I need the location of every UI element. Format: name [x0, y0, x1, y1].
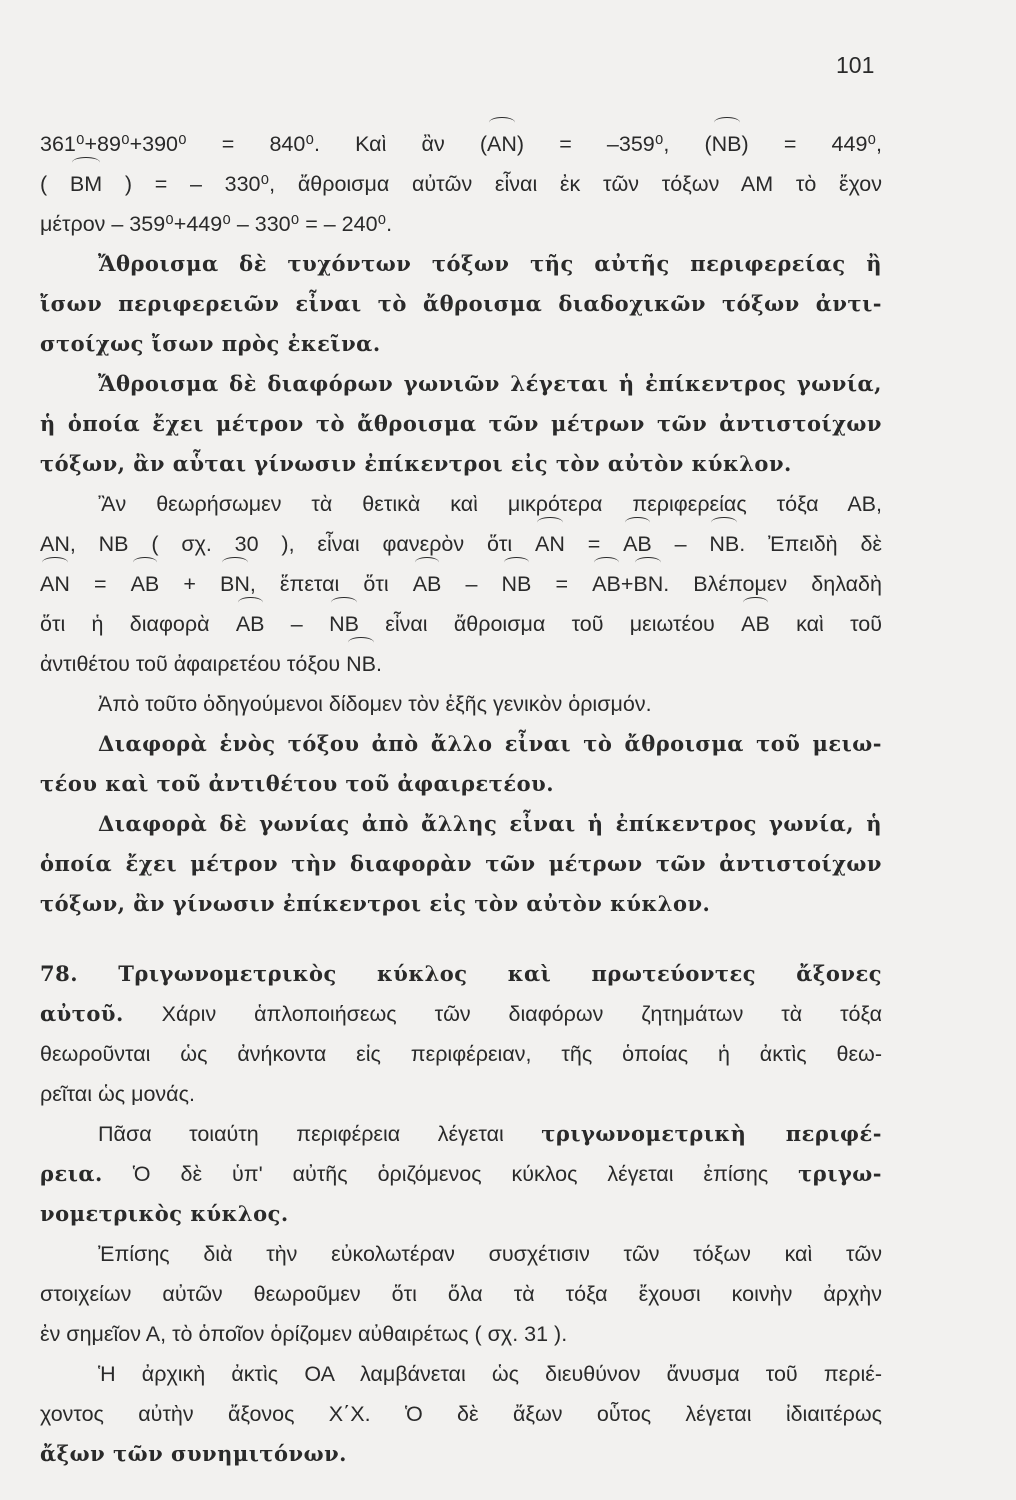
- text-segment: –: [264, 612, 330, 636]
- text-segment: Πᾶσα τοιαύτη περιφέρεια λέγεται: [98, 1122, 542, 1146]
- definition-line: Ἄθροισμα δὲ διαφόρων γωνιῶν λέγεται ἡ ἐπίκεντρος γωνία,: [98, 371, 882, 396]
- term-line: νομετρικὸς κύκλος.: [40, 1201, 289, 1226]
- text-line: Ἡ ἀρχικὴ ἀκτὶς ΟΑ λαμβάνεται ὡς διευθύνον ἄνυσμα τοῦ περιέ-: [98, 1362, 882, 1386]
- text-segment: ΑΝ, ΝΒ ( σχ. 30 ), εἶναι φανερὸν ὅτι: [40, 532, 536, 556]
- section-heading: [40, 954, 882, 994]
- section-title: 78. Τριγωνομετρικὸς κύκλος καὶ πρωτεύοντες ἄξονες: [40, 961, 882, 986]
- arc-notation: BM: [70, 164, 102, 204]
- arc-notation: AN: [487, 124, 517, 164]
- text-segment: =: [69, 572, 131, 596]
- text-line: [40, 164, 882, 204]
- definition-line: τέου καὶ τοῦ ἀντιθέτου τοῦ ἀφαιρετέου.: [40, 771, 555, 796]
- text-segment: ) = 449⁰,: [741, 132, 882, 156]
- text-segment: ) = – 330⁰, ἄθροισμα αὐτῶν εἶναι ἐκ τῶν τόξων ΑΜ τὸ ἔχον: [102, 172, 882, 196]
- text-line: [40, 604, 882, 644]
- text-line: χοντος αὐτὴν ἄξονος Χ΄Χ. Ὁ δὲ ἄξων οὗτος λέγεται ἰδιαιτέρως: [40, 1402, 882, 1426]
- definition-line: ἴσων περιφερειῶν εἶναι τὸ ἄθροισμα διαδοχικῶν τόξων ἀντι-: [40, 291, 882, 316]
- text-segment: . Ἐπειδὴ δὲ: [739, 532, 882, 556]
- term-bold: ρεια.: [40, 1161, 103, 1186]
- text-segment: =: [531, 572, 593, 596]
- text-segment: εἶναι ἄθροισμα τοῦ μειωτέου: [358, 612, 742, 636]
- page-text: [40, 124, 882, 1474]
- definition-line: στοίχως ἴσων πρὸς ἐκεῖνα.: [40, 331, 381, 356]
- text-segment: +: [620, 572, 634, 596]
- definition-line: ὁποία ἔχει μέτρον τὴν διαφορὰν τῶν μέτρων τῶν ἀντιστοίχων: [40, 851, 882, 876]
- text-line: ρεῖται ὡς μονάς.: [40, 1082, 195, 1106]
- term-line: ἄξων τῶν συνημιτόνων.: [40, 1441, 347, 1466]
- text-line: [40, 644, 882, 684]
- arc-notation: ΑΒ: [623, 524, 652, 564]
- text-segment: Ὁ δὲ ὑπ' αὐτῆς ὁριζόμενος κύκλος λέγεται ἐπίσης: [102, 1162, 799, 1186]
- text-line: [40, 1114, 882, 1154]
- arc-notation: ΒΝ: [633, 564, 663, 604]
- text-line: [40, 1154, 882, 1194]
- text-line: Ἀπὸ τοῦτο ὁδηγούμενοι δίδομεν τὸν ἑξῆς γενικὸν ὁρισμόν.: [98, 692, 652, 716]
- page-number: 101: [836, 52, 875, 78]
- term-bold: τριγωνομετρικὴ περιφέ-: [541, 1121, 882, 1146]
- text-segment: Χάριν ἁπλοποιήσεως τῶν διαφόρων ζητημάτων τὰ τόξα: [123, 1002, 882, 1026]
- arc-notation: ΑΒ: [131, 564, 160, 604]
- text-segment: ) = –359⁰, (: [516, 132, 712, 156]
- definition-line: Ἄθροισμα δὲ τυχόντων τόξων τῆς αὐτῆς περιφερείας ἢ: [98, 251, 882, 276]
- text-line: [40, 994, 882, 1034]
- arc-notation: ΑΒ: [741, 604, 770, 644]
- text-segment: 361⁰+89⁰+390⁰ = 840⁰. Καὶ ἂν (: [40, 132, 488, 156]
- definition-line: τόξων, ἂν αὗται γίνωσιν ἐπίκεντροι εἰς τὸν αὐτὸν κύκλον.: [40, 451, 792, 476]
- definition-line: ἡ ὁποία ἔχει μέτρον τὸ ἄθροισμα τῶν μέτρων τῶν ἀντιστοίχων: [40, 411, 882, 436]
- text-line: Ἐπίσης διὰ τὴν εὐκολωτέραν συσχέτισιν τῶν τόξων καὶ τῶν: [98, 1242, 882, 1266]
- text-segment: –: [441, 572, 502, 596]
- text-line: [40, 524, 882, 564]
- arc-notation: ΝΒ: [329, 604, 359, 644]
- term-bold: τριγω-: [798, 1161, 882, 1186]
- text-segment: καὶ τοῦ: [769, 612, 882, 636]
- text-line: μέτρον – 359⁰+449⁰ – 330⁰ = – 240⁰.: [40, 212, 393, 236]
- arc-notation: ΑΒ: [592, 564, 621, 604]
- arc-notation: ΑΝ: [535, 524, 565, 564]
- arc-notation: ΝΒ: [346, 644, 376, 684]
- text-line: ἐν σημεῖον Α, τὸ ὁποῖον ὁρίζομεν αὐθαιρέτως ( σχ. 31 ).: [40, 1322, 568, 1346]
- arc-notation: NB: [712, 124, 742, 164]
- text-segment: –: [651, 532, 710, 556]
- arc-notation: ΑΝ: [40, 564, 70, 604]
- text-line: θεωροῦνται ὡς ἀνήκοντα εἰς περιφέρειαν, τῆς ὁποίας ἡ ἀκτὶς θεω-: [40, 1042, 882, 1066]
- arc-notation: ΑΒ: [236, 604, 265, 644]
- text-segment: +: [159, 572, 220, 596]
- text-line: [40, 124, 882, 164]
- arc-notation: ΝΒ: [709, 524, 739, 564]
- definition-line: Διαφορὰ δὲ γωνίας ἀπὸ ἄλλης εἶναι ἡ ἐπίκεντρος γωνία, ἡ: [98, 811, 882, 836]
- definition-line: τόξων, ἂν γίνωσιν ἐπίκεντροι εἰς τὸν αὐτὸν κύκλον.: [40, 891, 711, 916]
- section-title: αὐτοῦ.: [40, 1001, 124, 1026]
- text-segment: , ἕπεται ὅτι: [249, 572, 413, 596]
- text-segment: =: [564, 532, 624, 556]
- text-line: Ἂν θεωρήσωμεν τὰ θετικὰ καὶ μικρότερα περιφερείας τόξα ΑΒ,: [98, 492, 882, 516]
- text-segment: ἀντιθέτου τοῦ ἀφαιρετέου τόξου: [40, 652, 347, 676]
- arc-notation: ΝΒ: [502, 564, 532, 604]
- text-segment: ὅτι ἡ διαφορὰ: [40, 612, 236, 636]
- text-segment: .: [375, 652, 382, 676]
- text-segment: . Βλέπομεν δηλαδὴ: [663, 572, 882, 596]
- definition-line: Διαφορὰ ἑνὸς τόξου ἀπὸ ἄλλο εἶναι τὸ ἄθροισμα τοῦ μειω-: [98, 731, 882, 756]
- arc-notation: ΑΒ: [413, 564, 442, 604]
- text-line: στοιχείων αὐτῶν θεωροῦμεν ὅτι ὅλα τὰ τόξα ἔχουσι κοινὴν ἀρχὴν: [40, 1282, 882, 1306]
- arc-notation: ΒΝ: [220, 564, 250, 604]
- text-segment: (: [40, 172, 70, 196]
